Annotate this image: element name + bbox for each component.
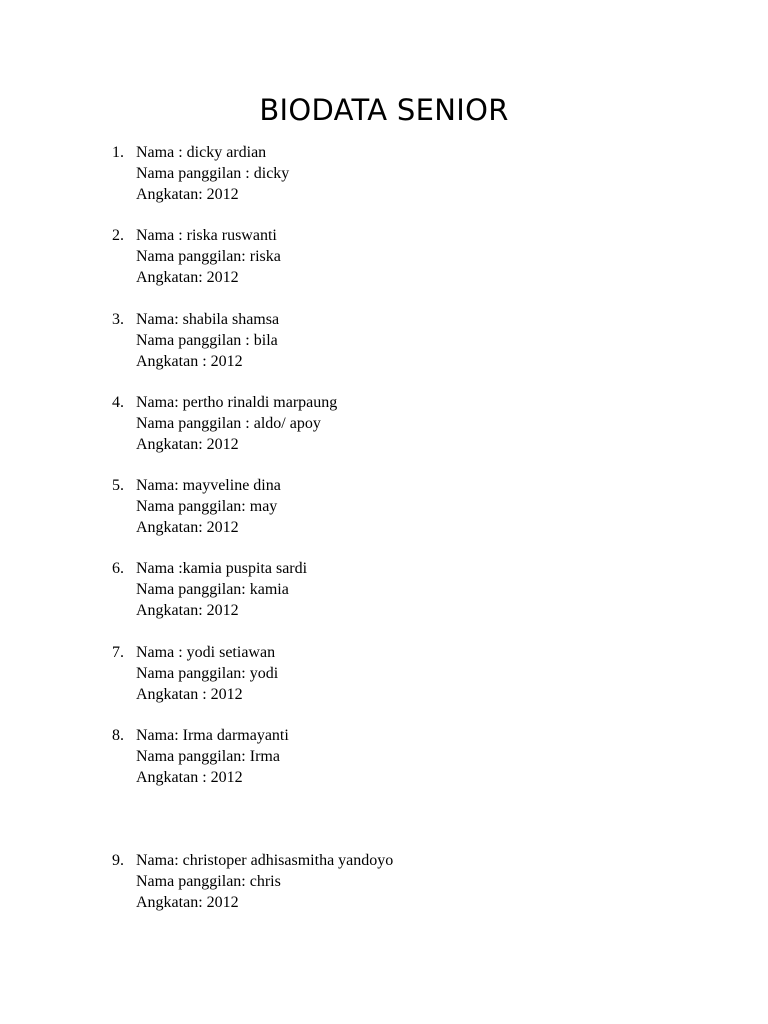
entry-nama: Nama : yodi setiawan [136,644,276,661]
entry-angkatan: Angkatan: 2012 [136,893,239,911]
list-item [0,559,768,621]
list-item-number: 6. [112,560,124,577]
entry-nama-panggilan: Nama panggilan: kamia [136,580,289,598]
entry-nama-panggilan: Nama panggilan: Irma [136,747,280,765]
list-item [0,476,768,538]
list-item [0,851,768,913]
list-item-number: 2. [112,227,124,244]
list-item [0,393,768,455]
list-item-number: 3. [112,311,124,328]
entry-nama: Nama: shabila shamsa [136,311,280,328]
entry-nama-panggilan: Nama panggilan : bila [136,331,278,349]
entry-nama: Nama : dicky ardian [136,144,267,161]
list-item [0,143,768,205]
entry-nama: Nama :kamia puspita sardi [136,560,308,577]
entry-nama-panggilan: Nama panggilan: chris [136,872,281,890]
entry-angkatan: Angkatan : 2012 [136,685,243,703]
entry-nama: Nama : riska ruswanti [136,227,277,244]
entry-nama: Nama: mayveline dina [136,477,281,494]
list-item [0,726,768,788]
entry-angkatan: Angkatan: 2012 [136,601,239,619]
entry-nama: Nama: pertho rinaldi marpaung [136,394,338,411]
list-item-number: 5. [112,477,124,494]
entry-nama-panggilan: Nama panggilan: may [136,497,278,515]
entry-angkatan: Angkatan: 2012 [136,185,239,203]
entry-nama-panggilan: Nama panggilan : dicky [136,164,290,182]
list-item-number: 1. [112,144,124,161]
list-item-number: 9. [112,852,124,869]
list-item-number: 7. [112,644,124,661]
list-item [0,226,768,288]
list-item-number: 4. [112,394,124,411]
entry-nama-panggilan: Nama panggilan : aldo/ apoy [136,414,321,432]
list-item [0,310,768,372]
entry-angkatan: Angkatan: 2012 [136,518,239,536]
entry-nama-panggilan: Nama panggilan: yodi [136,664,279,682]
entry-angkatan: Angkatan: 2012 [136,435,239,453]
list-item-number: 8. [112,727,124,744]
entry-angkatan: Angkatan : 2012 [136,768,243,786]
entry-nama: Nama: Irma darmayanti [136,727,289,744]
entry-angkatan: Angkatan: 2012 [136,268,239,286]
entry-nama-panggilan: Nama panggilan: riska [136,247,281,265]
document-title: BIODATA SENIOR [259,93,509,127]
entry-angkatan: Angkatan : 2012 [136,352,243,370]
list-item [0,643,768,705]
entry-nama: Nama: christoper adhisasmitha yandoyo [136,852,394,869]
